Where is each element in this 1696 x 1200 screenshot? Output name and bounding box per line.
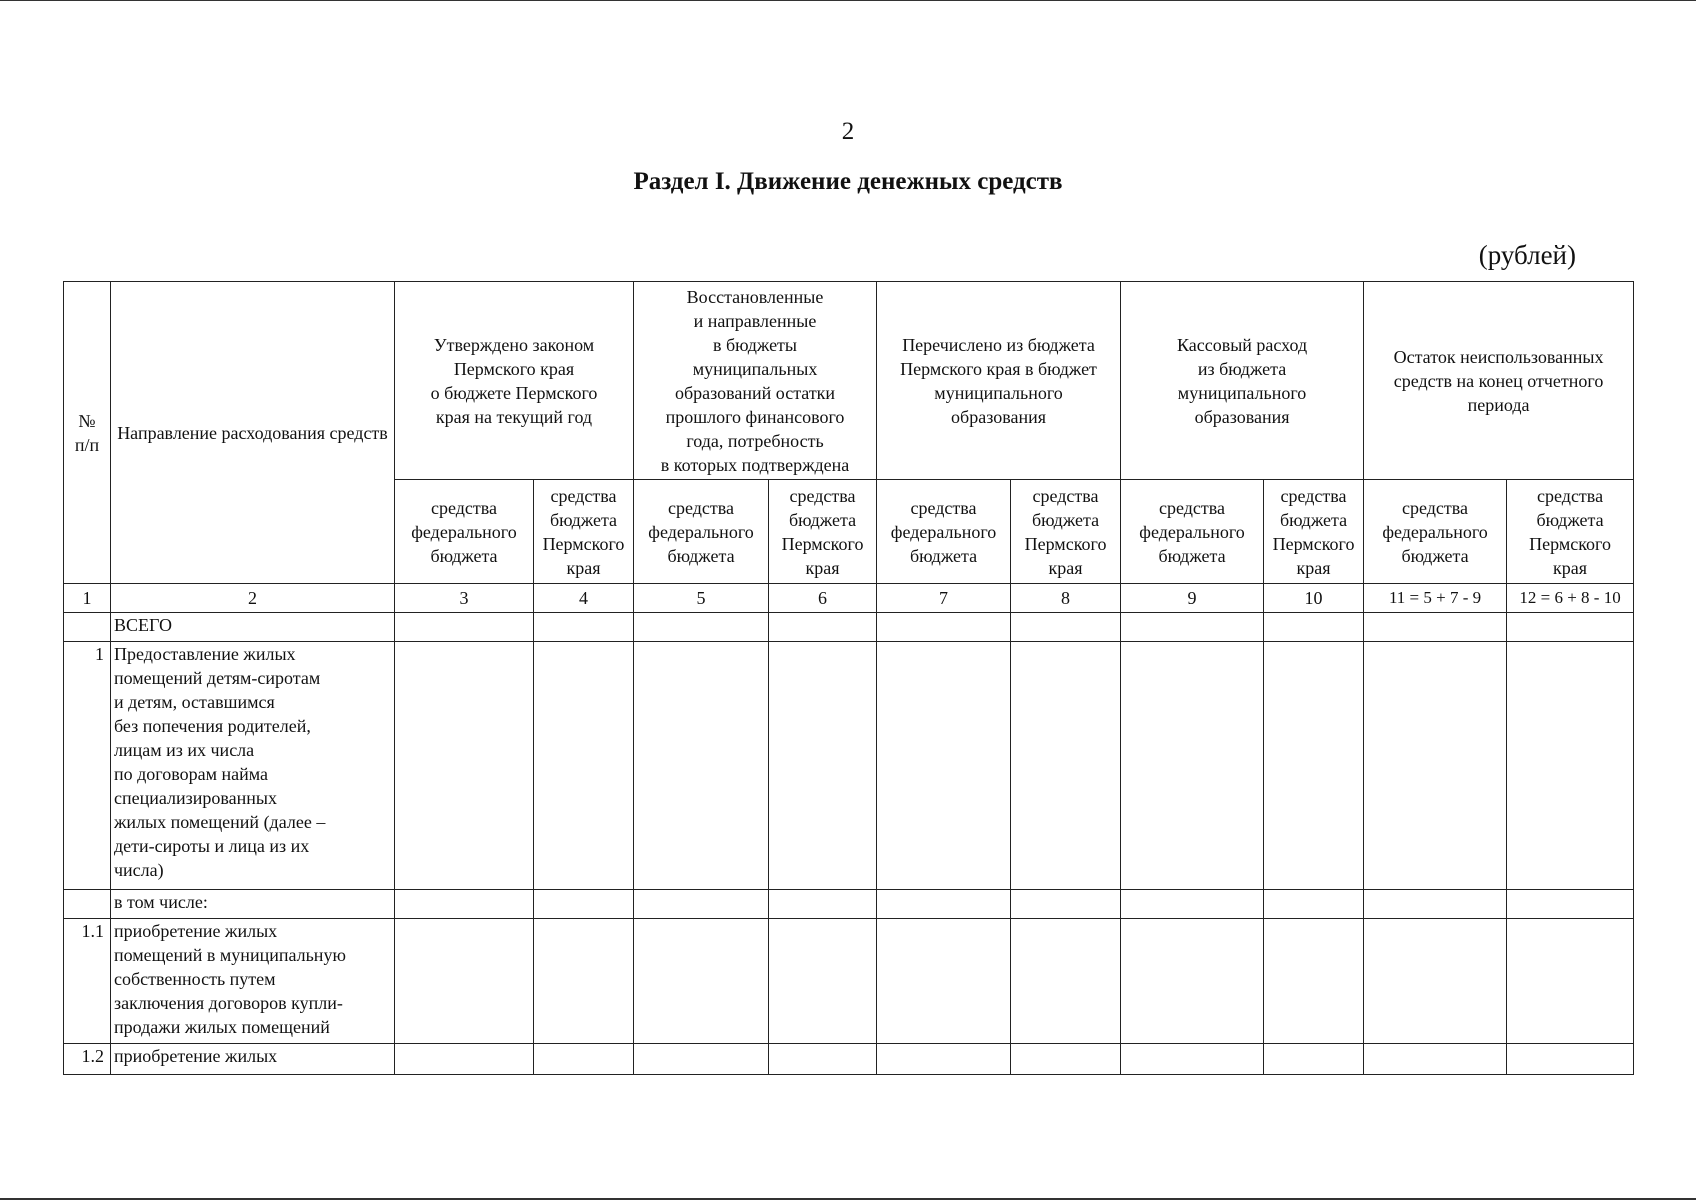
value-cell [1264, 613, 1364, 642]
row-label: ВСЕГО [111, 613, 395, 642]
value-cell [1264, 919, 1364, 1044]
value-cell [769, 642, 877, 890]
value-cell [1011, 613, 1121, 642]
column-number: 3 [395, 584, 534, 613]
value-cell [1011, 890, 1121, 919]
table-row [64, 642, 1634, 890]
value-cell [1507, 890, 1634, 919]
units-label: (рублей) [1478, 240, 1576, 270]
scan-top-border [0, 0, 1696, 1]
value-cell [1364, 1044, 1507, 1075]
value-cell [395, 1044, 534, 1075]
header-group-remainder: Остаток неиспользованных средств на конец отчетного периода [1364, 282, 1634, 480]
value-cell [1364, 919, 1507, 1044]
value-cell [1507, 613, 1634, 642]
subheader-regional: средства бюджета Пермского края [534, 480, 634, 584]
value-cell [769, 919, 877, 1044]
subheader-federal: средства федерального бюджета [1364, 480, 1507, 584]
table-row-including [64, 890, 1634, 919]
value-cell [1121, 613, 1264, 642]
value-cell [395, 642, 534, 890]
header-group-cash-expense: Кассовый расход из бюджета муниципального образования [1121, 282, 1364, 480]
value-cell [534, 1044, 634, 1075]
value-cell [877, 890, 1011, 919]
value-cell [1121, 642, 1264, 890]
value-cell [1364, 642, 1507, 890]
column-number: 6 [769, 584, 877, 613]
value-cell [769, 1044, 877, 1075]
value-cell [634, 1044, 769, 1075]
value-cell [395, 919, 534, 1044]
value-cell [1264, 642, 1364, 890]
subheader-federal: средства федерального бюджета [634, 480, 769, 584]
table-row [64, 1044, 1634, 1075]
value-cell [395, 613, 534, 642]
cash-flow-table [63, 281, 1634, 1075]
subheader-federal: средства федерального бюджета [877, 480, 1011, 584]
row-label: приобретение жилых помещений в муниципальную собственность путем заключения договоров купли- продажи жилых помещений [111, 919, 395, 1044]
column-number-formula: 11 = 5 + 7 - 9 [1364, 584, 1507, 613]
row-number: 1.2 [64, 1044, 111, 1075]
row-label: приобретение жилых [111, 1044, 395, 1075]
table-row-total [64, 613, 1634, 642]
value-cell [634, 919, 769, 1044]
value-cell [634, 890, 769, 919]
value-cell [534, 613, 634, 642]
value-cell [1011, 1044, 1121, 1075]
value-cell [1011, 919, 1121, 1044]
value-cell [1507, 642, 1634, 890]
value-cell [877, 613, 1011, 642]
table-row [64, 919, 1634, 1044]
value-cell [1121, 890, 1264, 919]
value-cell [395, 890, 534, 919]
value-cell [769, 890, 877, 919]
section-title: Раздел I. Движение денежных средств [633, 168, 1063, 195]
value-cell [534, 919, 634, 1044]
value-cell [534, 642, 634, 890]
header-group-approved: Утверждено законом Пермского края о бюджете Пермского края на текущий год [395, 282, 634, 480]
header-direction: Направление расходования средств [111, 282, 395, 584]
column-number: 2 [111, 584, 395, 613]
row-number [64, 890, 111, 919]
value-cell [769, 613, 877, 642]
column-number: 4 [534, 584, 634, 613]
subheader-regional: средства бюджета Пермского края [769, 480, 877, 584]
value-cell [1264, 1044, 1364, 1075]
column-number-formula: 12 = 6 + 8 - 10 [1507, 584, 1634, 613]
value-cell [877, 642, 1011, 890]
column-number-row [64, 584, 1634, 613]
column-number: 9 [1121, 584, 1264, 613]
row-label: Предоставление жилых помещений детям-сиротам и детям, оставшимся без попечения родителей, лицам из их числа по договорам найма специализированных жилых помещений (далее – дети-сироты и лица из их числа) [111, 642, 395, 890]
column-number: 5 [634, 584, 769, 613]
value-cell [634, 642, 769, 890]
column-number: 8 [1011, 584, 1121, 613]
value-cell [1507, 919, 1634, 1044]
row-number: 1 [64, 642, 111, 890]
value-cell [534, 890, 634, 919]
page-number: 2 [841, 118, 855, 145]
row-label: в том числе: [111, 890, 395, 919]
subheader-regional: средства бюджета Пермского края [1011, 480, 1121, 584]
value-cell [1364, 890, 1507, 919]
header-row-groups [64, 282, 1634, 480]
subheader-regional: средства бюджета Пермского края [1507, 480, 1634, 584]
column-number: 1 [64, 584, 111, 613]
subheader-federal: средства федерального бюджета [1121, 480, 1264, 584]
subheader-federal: средства федерального бюджета [395, 480, 534, 584]
header-number: № п/п [64, 282, 111, 584]
row-number: 1.1 [64, 919, 111, 1044]
value-cell [634, 613, 769, 642]
value-cell [1264, 890, 1364, 919]
column-number: 7 [877, 584, 1011, 613]
row-number [64, 613, 111, 642]
value-cell [1121, 1044, 1264, 1075]
value-cell [1507, 1044, 1634, 1075]
value-cell [1364, 613, 1507, 642]
column-number: 10 [1264, 584, 1364, 613]
value-cell [877, 919, 1011, 1044]
value-cell [1011, 642, 1121, 890]
value-cell [1121, 919, 1264, 1044]
subheader-regional: средства бюджета Пермского края [1264, 480, 1364, 584]
value-cell [877, 1044, 1011, 1075]
header-group-transferred: Перечислено из бюджета Пермского края в бюджет муниципального образования [877, 282, 1121, 480]
header-group-restored: Восстановленные и направленные в бюджеты муниципальных образований остатки прошлого финансового года, потребность в которых подтверждена [634, 282, 877, 480]
